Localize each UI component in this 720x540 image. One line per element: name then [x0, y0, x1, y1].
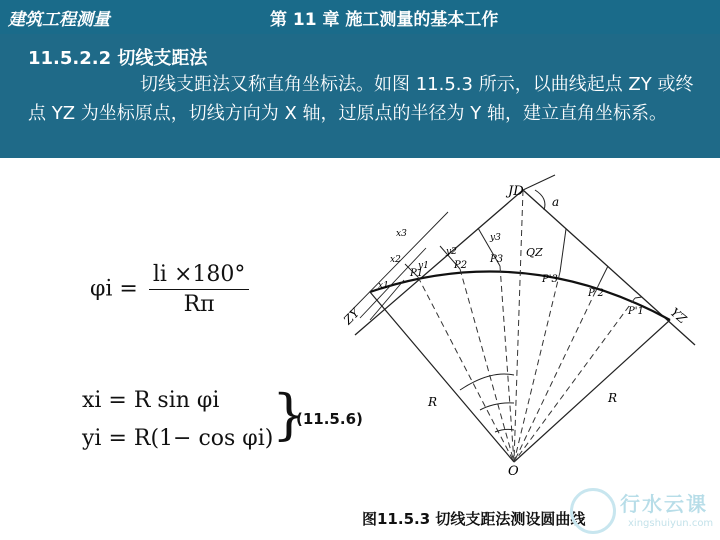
label-y3: y3	[490, 233, 501, 243]
watermark-text: 行水云课	[620, 492, 708, 516]
radius-p1p	[514, 298, 635, 462]
label-y2: y2	[446, 247, 457, 257]
label-p1: P1	[410, 268, 424, 279]
radius-right	[514, 320, 670, 462]
label-zy: ZY	[340, 305, 363, 328]
radius-p2p	[514, 282, 600, 462]
section-text-box	[0, 34, 720, 158]
label-x1: x1	[378, 281, 389, 291]
label-yz: YZ	[667, 305, 690, 327]
radius-p3p	[514, 272, 560, 462]
label-jd: JD	[508, 184, 524, 199]
radius-left	[370, 292, 514, 462]
label-p2p: P'2	[588, 288, 604, 299]
course-title: 建筑工程测量	[8, 10, 110, 30]
section-paragraph	[28, 70, 696, 128]
chapter-title: 第 11 章 施工测量的基本工作	[270, 10, 499, 30]
label-p3: P3	[490, 254, 504, 265]
angle-arc-1	[460, 374, 514, 390]
radius-p3	[500, 266, 514, 462]
phi-lhs: φi =	[90, 276, 138, 302]
paragraph-text: 切线支距法又称直角坐标法。如图 11.5.3 所示，以曲线起点 ZY 或终点 YZ 为坐标原点，切线方向为 X 轴，过原点的半径为 Y 轴，建立直角坐标系。	[28, 74, 694, 124]
offset-y2p	[600, 266, 608, 282]
label-p3p: P'3	[542, 274, 558, 285]
radius-p2	[460, 269, 514, 462]
label-p2: P2	[454, 260, 468, 271]
offset-y1p	[635, 297, 642, 298]
tangent-right	[523, 190, 695, 345]
label-x3: x3	[396, 229, 407, 239]
brace: }	[272, 383, 307, 446]
xy-formulas	[82, 382, 273, 458]
label-y1: y1	[418, 261, 429, 271]
bisector-line	[514, 190, 523, 462]
watermark-url: xingshuiyun.com	[628, 518, 714, 529]
label-x2: x2	[390, 255, 401, 265]
deflection-arc	[535, 190, 545, 210]
tangent-offset-diagram	[330, 170, 710, 480]
phi-denominator: Rπ	[183, 292, 215, 317]
phi-numerator: li ×180°	[149, 262, 250, 290]
label-p1p: P'1	[628, 306, 644, 317]
label-qz: QZ	[526, 246, 543, 259]
label-o: O	[508, 464, 519, 479]
equation-number: (11.5.6)	[296, 410, 363, 428]
header-bar	[0, 0, 720, 34]
watermark-logo-icon	[570, 488, 616, 534]
y-equation: yi = R(1− cos φi)	[82, 426, 274, 451]
label-r-right: R	[608, 391, 618, 405]
x-equation: xi = R sin φi	[82, 388, 220, 413]
radius-p1	[418, 277, 514, 462]
label-r-left: R	[428, 395, 438, 409]
section-heading: 11.5.2.2 切线支距法	[28, 48, 208, 69]
watermark	[566, 484, 716, 538]
tangent-extension	[523, 175, 555, 190]
phi-formula	[90, 262, 249, 317]
offset-y3p	[560, 229, 566, 272]
figure-caption: 图11.5.3 切线支距法测设圆曲线	[362, 510, 586, 528]
phi-fraction	[149, 262, 250, 317]
label-alpha: a	[552, 195, 560, 209]
